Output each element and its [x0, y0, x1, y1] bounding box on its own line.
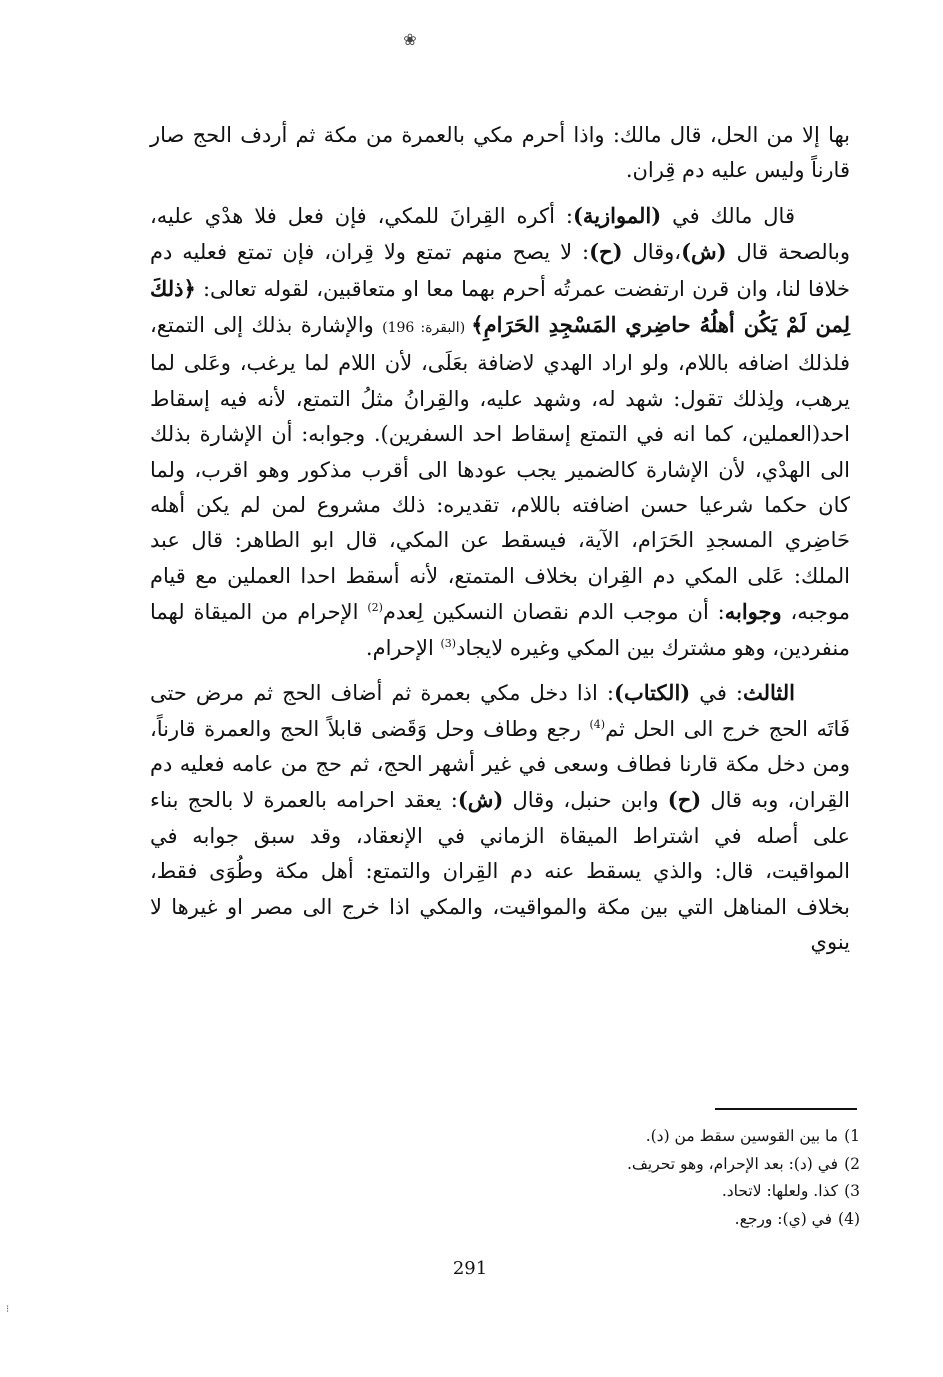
text-run: ،وقال — [622, 240, 682, 265]
footnote-4 — [500, 1206, 860, 1234]
para-2 — [150, 198, 850, 666]
bold-text: (ح) — [589, 239, 623, 265]
para-3 — [150, 675, 850, 960]
text-run: بها إلا من الحل، قال مالك: واذا أحرم مكي بالعمرة من مكة ثم أردف الحج صار قارناً وليس عليه دم قِران. — [150, 123, 850, 183]
footnotes — [500, 1123, 860, 1233]
text-run: : اذا دخل مكي بعمرة ثم أضاف الحج ثم مرض حتى فَاتَه الحج خرج الى الحل ثم — [150, 681, 850, 741]
bold-text: (ش) — [457, 787, 504, 813]
footnote-number: 1) — [844, 1127, 860, 1145]
page-number: 291 — [452, 1258, 488, 1279]
bold-text: وجوابه — [724, 599, 782, 625]
footnote-number: (4) — [838, 1209, 860, 1228]
footnote-ref: (4) — [589, 717, 606, 731]
margin-mark: ⁝ — [6, 1304, 10, 1315]
bold-text: ﴿ذلكَ لِمن لَمْ يَكُن أهلُهُ حاضِري المَسْجِدِ الحَرَامِ﴾ — [150, 275, 850, 338]
bold-text: (الموازية) — [573, 202, 662, 228]
footnote-2 — [500, 1151, 860, 1179]
bold-text: (ش) — [681, 239, 727, 265]
text-run: قال مالك في — [661, 203, 795, 228]
para-1 — [150, 118, 850, 189]
bold-text: (الكتاب) — [614, 680, 691, 706]
bold-text: (ح) — [667, 787, 702, 813]
footnote-ref: (2) — [367, 601, 383, 615]
text-run: : يعقد احرامه بالعمرة لا بالحج بناء على أصله في اشتراط الميقاة الزماني في الإنعقاد، وقد سبق جوابه في المواقيت، قال: والذي يسقط عنه دم القِران والتمتع: أهل مكة وطُوَى فقط، بخلاف المناهل التي بين مكة والمواقيت، والمكي اذا خرج الى مصر او غيرها لا ينوي — [150, 788, 850, 954]
text-run: (البقرة: 196) — [382, 320, 472, 337]
footnote-number: 3) — [844, 1182, 860, 1200]
footnote-text: في (د): بعد الإحرام، وهو تحريف. — [626, 1154, 839, 1173]
main-text — [150, 118, 850, 960]
text-run: : لا يصح منهم تمتع ولا قِران، فإن تمتع فعليه دم خلافا لنا، وان قرن ارتفضت عمرتُه أحرم بهما معا او متعاقبين، لقوله تعالى: — [150, 240, 850, 301]
text-run: : أن موجب الدم نقصان النسكين لِعدم — [382, 600, 725, 625]
footnote-divider — [715, 1108, 857, 1110]
footnote-text: في (ي): ورجع. — [734, 1209, 832, 1228]
footnote-3 — [500, 1178, 860, 1206]
text-run: رجع وطاف وحل وَقَضى قابلاً الحج والعمرة قارناً، ومن دخل مكة قارنا فطاف وسعى في غير أشهر الحج، ثم حج من عامه فعليه دم القِران، وبه قال — [150, 716, 850, 813]
footnote-ref: (3) — [440, 636, 457, 650]
footnote-number: 2) — [844, 1154, 860, 1173]
page-ornament: ❀ — [403, 30, 417, 49]
footnote-text: ما بين القوسين سقط من (د). — [645, 1127, 839, 1145]
text-run: الإحرام من الميقاة لهما منفردين، وهو مشترك بين المكي وغيره لايجاد — [150, 600, 850, 660]
text-run: والإشارة بذلك إلى التمتع، فلذلك اضافه باللام، ولو اراد الهدي لاضافة بعَلَى، لأن اللام لما يرغب، وعَلى لما يرهب، ولِذلك تقول: شهد له، وشهد عليه، والقِرانُ مثلُ التمتع، لأنه فيه إسقاط احد(العملين، كما انه في التمتع إسقاط احد السفرين). وجوابه: أن الإشارة بذلك الى الهدْي، لأن الإشارة كالضمير يجب عودها الى أقرب مذكور وهو اقرب، ولما كان حكما شرعيا حسن اضافته باللام، تقديره: ذلك مشروع لمن لم يكن أهله حَاضِري المسجدِ الحَرَام، الآية، فيسقط عن المكي، قال ابو الطاهر: قال عبد الملك: عَلى المكي دم القِران بخلاف المتمتع، لأنه أسقط احدا العملين مع قيام موجبه، — [150, 313, 850, 625]
footnote-text: كذا. ولعلها: لاتحاد. — [721, 1182, 839, 1200]
bold-text: الثالث — [743, 680, 796, 706]
text-run: : أكره القِرانَ للمكي، فإن فعل فلا هدْي عليه، وبالصحة قال — [150, 203, 850, 265]
text-run: الإحرام. — [365, 635, 441, 660]
text-run: وابن حنبل، وقال — [503, 788, 668, 813]
footnote-1 — [500, 1123, 860, 1151]
text-run: : في — [690, 681, 744, 706]
